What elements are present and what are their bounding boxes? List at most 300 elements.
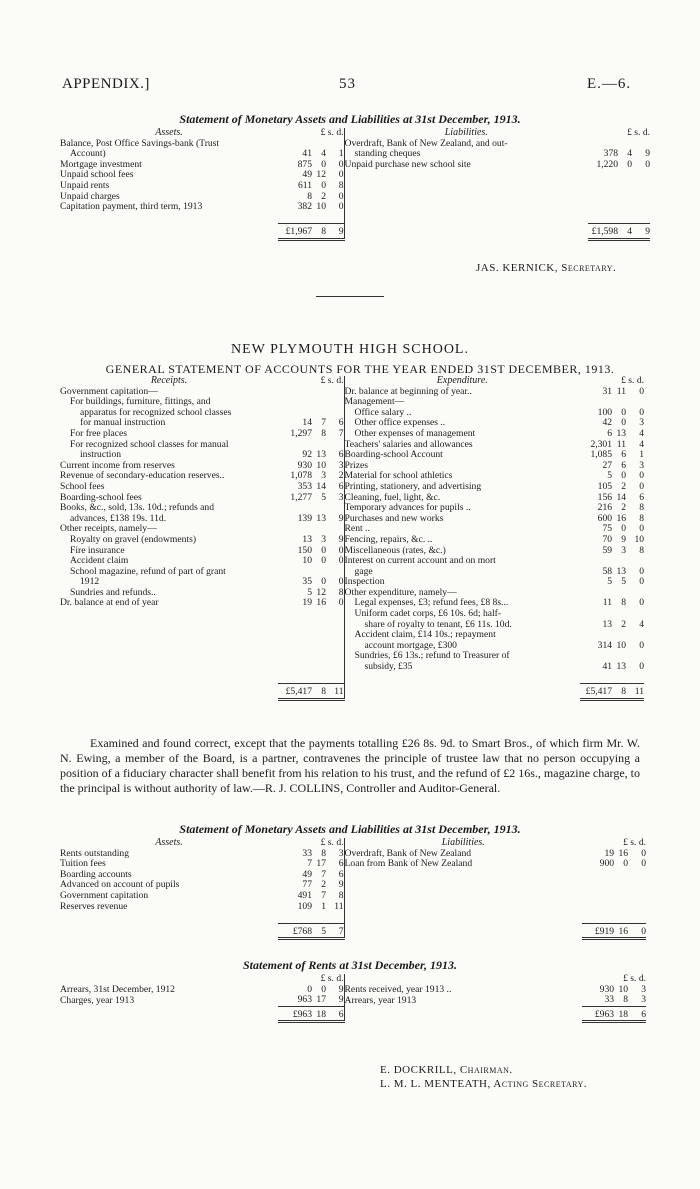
left-pence: 1 [338,149,344,160]
right-shillings: 11 [616,439,627,450]
right-shillings: 13 [616,566,627,577]
liabilities-heading: Liabilities. [344,838,582,849]
left-pounds: 382 [297,202,312,213]
right-shillings: 13 [616,662,627,673]
right-pounds: 70 [602,534,613,545]
left-item-label: Sundries and refunds.. [70,587,156,598]
right-pence: 4 [639,439,645,450]
right-pounds: 1,085 [590,450,613,461]
right-pence [632,139,650,150]
right-pence: 1 [639,450,645,461]
spacer [60,912,278,923]
right-pounds [588,202,618,213]
right-pence [626,588,644,599]
right-pence [632,181,650,192]
ledger-row [60,149,650,160]
left-pence [326,651,344,662]
left-pounds [278,662,312,673]
right-shillings: 10 [616,640,627,651]
left-pence: 6 [338,859,344,870]
spacer [344,923,582,939]
spacer [580,673,612,684]
spacer [312,673,326,684]
right-item-label: Legal expenses, £3; refund fees, £8 8s... [344,598,580,609]
left-pounds: 875 [297,159,312,170]
spacer [618,213,632,224]
left-pence: 3 [338,492,344,503]
left-item-label: School magazine, refund of part of grant [70,566,226,577]
s1-title: Statement of Monetary Assets and Liabilities at 31st December, 1913. [179,112,521,126]
left-pounds: 150 [297,545,312,556]
left-shillings [312,651,326,662]
left-item-label: For free places [70,428,128,439]
left-shillings: 17 [316,995,326,1006]
right-pounds: 900 [599,859,615,870]
right-pence: 10 [634,534,645,545]
ledger-row [60,387,644,398]
ledger-row [60,870,646,881]
spacer [626,673,644,684]
left-shillings [312,387,326,398]
left-item-label: Capitation payment, third term, 1913 [60,202,203,213]
ledger-row [60,577,644,588]
right-item-label: Interest on current account and on mort [344,556,580,567]
right-item-label: Dr. balance at beginning of year.. [344,387,580,398]
left-pounds [278,609,312,620]
left-item-label: instruction [80,450,122,461]
left-pence [326,387,344,398]
right-shillings: 0 [621,524,627,535]
right-shillings: 6 [621,450,627,461]
ledger-row [60,514,644,525]
right-pounds: 27 [602,460,613,471]
left-pence: 11 [334,901,344,912]
right-item-label [344,891,582,902]
left-pence: 7 [338,428,344,439]
ledger-row [60,859,646,870]
right-pounds: 33 [604,995,615,1006]
right-pence: 0 [639,662,645,673]
left-pounds: 930 [297,460,312,471]
left-pounds [278,651,312,662]
s3-table [60,838,646,940]
left-item-label: advances, £138 19s. 11d. [70,513,167,524]
left-pounds [278,440,312,451]
right-pounds [588,181,618,192]
right-shillings: 0 [623,859,629,870]
right-pounds: 930 [599,984,615,995]
right-total-p: £1,598 [588,224,618,240]
right-shillings [612,397,626,408]
right-shillings [618,139,632,150]
left-shillings: 7 [321,418,326,429]
left-pence: 8 [338,587,344,598]
spacer [60,224,278,240]
spacer [344,1006,582,1022]
spacer [632,213,650,224]
spacer [326,213,344,224]
left-item-label: Mortgage investment [60,159,142,170]
right-shillings: 8 [621,598,627,609]
left-pounds: 491 [297,890,312,901]
right-pounds: 314 [597,640,613,651]
right-shillings: 16 [616,513,627,524]
left-item-label: apparatus for recognized school classes [80,407,232,418]
left-shillings [312,662,326,673]
left-pence: 9 [338,513,344,524]
left-shillings: 13 [316,513,326,524]
right-shillings [614,902,628,913]
left-shillings: 0 [321,556,326,567]
left-pence [326,139,344,150]
right-pence: 0 [645,159,651,170]
left-shillings: 17 [316,859,326,870]
right-shillings [612,588,626,599]
left-pence [326,440,344,451]
left-shillings: 14 [316,481,326,492]
left-pounds: 0 [307,984,312,995]
left-pounds: 41 [302,149,312,160]
page-number: 53 [339,76,356,92]
left-item-label: Accident claim [70,556,129,567]
left-total-s: 5 [312,923,326,939]
liabilities-heading: Liabilities. [344,128,588,139]
left-item-label: for manual instruction [80,418,166,429]
left-shillings: 0 [321,159,326,170]
left-pence: 6 [338,869,344,880]
left-item-label: Revenue of secondary-education reserves.. [60,471,225,482]
left-shillings: 12 [316,587,326,598]
s4-table [60,974,646,1023]
left-item-label: Reserves revenue [60,901,128,912]
right-shillings [612,630,626,641]
assets-heading: Assets. [155,128,183,138]
right-pounds: 1,220 [596,159,619,170]
ledger-row [60,408,644,419]
ledger-row [60,181,650,192]
left-shillings: 0 [321,545,326,556]
left-pounds [278,503,312,514]
right-pence: 3 [641,995,647,1006]
right-pounds: 13 [602,619,613,630]
spacer [344,684,580,700]
right-item-label: Other expenses of management [344,429,580,440]
right-pounds: 19 [604,848,615,859]
spacer [60,1006,278,1022]
right-pounds [582,870,614,881]
left-item-label: Royalty on gravel (endowments) [70,534,197,545]
lsd-heading: £ s. d. [627,128,651,138]
left-pounds [278,139,312,150]
right-item-label: Office salary .. [344,408,580,419]
right-item-label: account mortgage, £300 [344,641,580,652]
right-shillings: 2 [621,619,627,630]
right-shillings [614,891,628,902]
right-pounds: 75 [602,524,613,535]
right-item-label [344,192,588,203]
left-pounds: 1,297 [290,428,312,439]
left-item-label [60,620,278,631]
ledger-row [60,609,644,620]
right-pounds [588,170,618,181]
left-shillings: 10 [316,460,326,471]
school-title: NEW PLYMOUTH HIGH SCHOOL. [230,342,469,357]
right-pounds: 6 [607,428,613,439]
left-item-label: Arrears, 31st December, 1912 [60,984,175,995]
right-pounds [580,651,612,662]
right-pence: 4 [639,619,645,630]
right-item-label: Uniform cadet corps, £6 10s. 6d; half- [344,609,580,620]
right-pence: 9 [645,149,651,160]
right-item-label: Cleaning, fuel, light, &c. [344,493,580,504]
s2-statement [60,376,644,701]
ledger-row [60,891,646,902]
header-left: APPENDIX.] [62,76,150,92]
ledger-row [60,471,644,482]
right-pence: 8 [639,503,645,514]
liabilities-heading: Expenditure. [344,376,580,387]
right-item-label [344,170,588,181]
ledger-row [60,546,644,557]
left-item-label: School fees [60,481,105,492]
left-pence: 6 [338,418,344,429]
right-shillings: 4 [627,149,633,160]
right-pence: 0 [639,640,645,651]
right-item-label: Material for school athletics [344,471,580,482]
left-pence: 0 [338,170,344,181]
ledger-row [60,139,650,150]
left-total-p: £5,417 [278,684,312,700]
ledger-row [60,397,644,408]
left-pence: 6 [338,481,344,492]
right-pence [628,870,646,881]
right-item-label: Printing, stationery, and advertising [344,482,580,493]
left-pence [326,567,344,578]
left-pounds: 353 [297,481,312,492]
left-pounds: 8 [307,191,312,202]
right-total-s: 18 [614,1006,628,1022]
right-pence [626,609,644,620]
left-shillings: 2 [321,880,326,891]
left-shillings: 8 [321,848,326,859]
right-item-label: Sundries, £6 13s.; refund to Treasurer of [344,651,580,662]
left-pounds [278,408,312,419]
right-pounds [580,630,612,641]
right-shillings: 3 [621,545,627,556]
right-total-s: 4 [618,224,632,240]
lsd-heading: £ s. d. [320,376,344,386]
right-pounds [588,192,618,203]
right-pence: 8 [639,513,645,524]
left-pence: 9 [338,995,344,1006]
left-total-s: 8 [312,684,326,700]
left-shillings [312,609,326,620]
right-item-label: Management— [344,397,580,408]
left-shillings: 3 [321,534,326,545]
right-item-label: Overdraft, Bank of New Zealand [344,849,582,860]
lsd-heading: £ s. d. [320,128,344,138]
s2-title: GENERAL STATEMENT OF ACCOUNTS FOR THE YEAR ENDED 31ST DECEMBER, 1913. [105,362,615,376]
s3-statement [60,838,646,940]
left-pounds: 92 [302,450,312,461]
right-pence [626,397,644,408]
right-item-label: Rents received, year 1913 .. [344,985,582,996]
left-item-label [60,651,278,662]
right-total-s: 16 [614,923,628,939]
right-total-p: £963 [582,1006,614,1022]
left-item-label: Boarding accounts [60,869,132,880]
spacer [344,974,582,985]
ledger-row [60,429,644,440]
right-item-label: gage [344,567,580,578]
left-pence: 2 [338,471,344,482]
left-pounds: 109 [297,901,312,912]
right-item-label: Other expenditure, namely— [344,588,580,599]
left-item-label: Government capitation— [60,386,158,397]
lsd-heading: £ s. d. [623,974,647,984]
right-item-label: Unpaid purchase new school site [344,160,588,171]
right-pounds: 58 [602,566,613,577]
left-shillings: 5 [321,492,326,503]
left-pounds: 19 [302,598,312,609]
s1-table [60,128,650,241]
ledger-row [60,192,650,203]
right-pence [632,202,650,213]
left-shillings [312,630,326,641]
spacer [278,912,312,923]
spacer [628,912,646,923]
right-total-d: 0 [628,923,646,939]
left-item-label: For recognized school classes for manual [70,439,229,450]
right-shillings: 14 [616,492,627,503]
spacer [326,912,344,923]
right-shillings: 11 [616,386,627,397]
secretary-signature: L. M. L. MENTEATH, Acting Secretary. [380,1078,588,1090]
left-pence [326,609,344,620]
spacer [326,673,344,684]
right-pence: 0 [639,524,645,535]
right-pence: 0 [639,407,645,418]
header-right: E.—6. [587,76,632,92]
assets-heading: Receipts. [150,376,188,386]
ledger-row [60,620,644,631]
left-item-label: Charges, year 1913 [60,995,135,1006]
ledger-row [60,524,644,535]
right-pence [632,192,650,203]
spacer [614,912,628,923]
right-pounds [580,588,612,599]
right-item-label: Teachers' salaries and allowances [344,440,580,451]
right-pence: 0 [639,577,645,588]
ledger-row [60,880,646,891]
left-item-label: Account) [70,149,106,160]
right-total-d: 11 [626,684,644,700]
s2-table [60,376,644,701]
left-shillings: 3 [321,471,326,482]
right-pounds [588,139,618,150]
right-pence [626,651,644,662]
left-pounds: 611 [297,180,312,191]
right-shillings: 13 [616,428,627,439]
right-shillings: 0 [627,159,633,170]
left-pence: 9 [338,984,344,995]
right-item-label: Accident claim, £14 10s.; repayment [344,630,580,641]
left-shillings [312,408,326,419]
left-item-label: Dr. balance at end of year [60,598,159,609]
ledger-row [60,493,644,504]
spacer [312,912,326,923]
left-shillings [312,397,326,408]
right-item-label: share of royalty to tenant, £6 11s. 10d. [344,620,580,631]
right-pounds [582,891,614,902]
right-shillings: 2 [621,481,627,492]
left-shillings: 0 [321,577,326,588]
right-shillings: 2 [621,503,627,514]
left-shillings [312,567,326,578]
left-shillings: 10 [316,202,326,213]
left-shillings [312,524,326,535]
left-pounds: 35 [302,577,312,588]
left-pence: 9 [338,880,344,891]
spacer [60,213,278,224]
right-shillings [618,181,632,192]
right-pounds: 11 [602,598,613,609]
left-pence: 6 [338,450,344,461]
right-pounds: 2,301 [590,439,613,450]
left-shillings [312,139,326,150]
left-shillings [312,620,326,631]
right-pounds: 216 [597,503,613,514]
right-shillings: 9 [621,534,627,545]
spacer [60,673,278,684]
right-item-label: Overdraft, Bank of New Zealand, and out- [344,139,588,150]
left-pounds: 14 [302,418,312,429]
separator-rule [316,296,384,297]
spacer [278,673,312,684]
left-shillings: 1 [321,901,326,912]
right-pence: 0 [641,859,647,870]
left-item-label: Books, &c., sold, 13s. 10d.; refunds and [60,503,215,514]
left-pounds: 10 [302,556,312,567]
left-pence [326,503,344,514]
ledger-row [60,630,644,641]
spacer [60,684,278,700]
s3-title: Statement of Monetary Assets and Liabilities at 31st December, 1913. [179,822,521,836]
ledger-row [60,503,644,514]
lsd-heading: £ s. d. [320,838,344,848]
right-pounds: 5 [607,577,613,588]
left-pence: 0 [338,191,344,202]
left-pence: 0 [338,159,344,170]
right-pence: 0 [639,566,645,577]
left-item-label [60,662,278,673]
right-pence [628,880,646,891]
left-shillings [312,503,326,514]
left-pounds: 49 [302,869,312,880]
ledger-row [60,588,644,599]
right-item-label: Miscellaneous (rates, &c.) [344,546,580,557]
right-pounds [582,902,614,913]
right-pence: 0 [639,598,645,609]
left-total-p: £768 [278,923,312,939]
ledger-row [60,641,644,652]
ledger-row [60,849,646,860]
right-total-p: £919 [582,923,614,939]
left-pounds: 77 [302,880,312,891]
left-pence: 0 [338,577,344,588]
s4-title: Statement of Rents at 31st December, 1913. [243,958,457,972]
left-pounds [278,387,312,398]
